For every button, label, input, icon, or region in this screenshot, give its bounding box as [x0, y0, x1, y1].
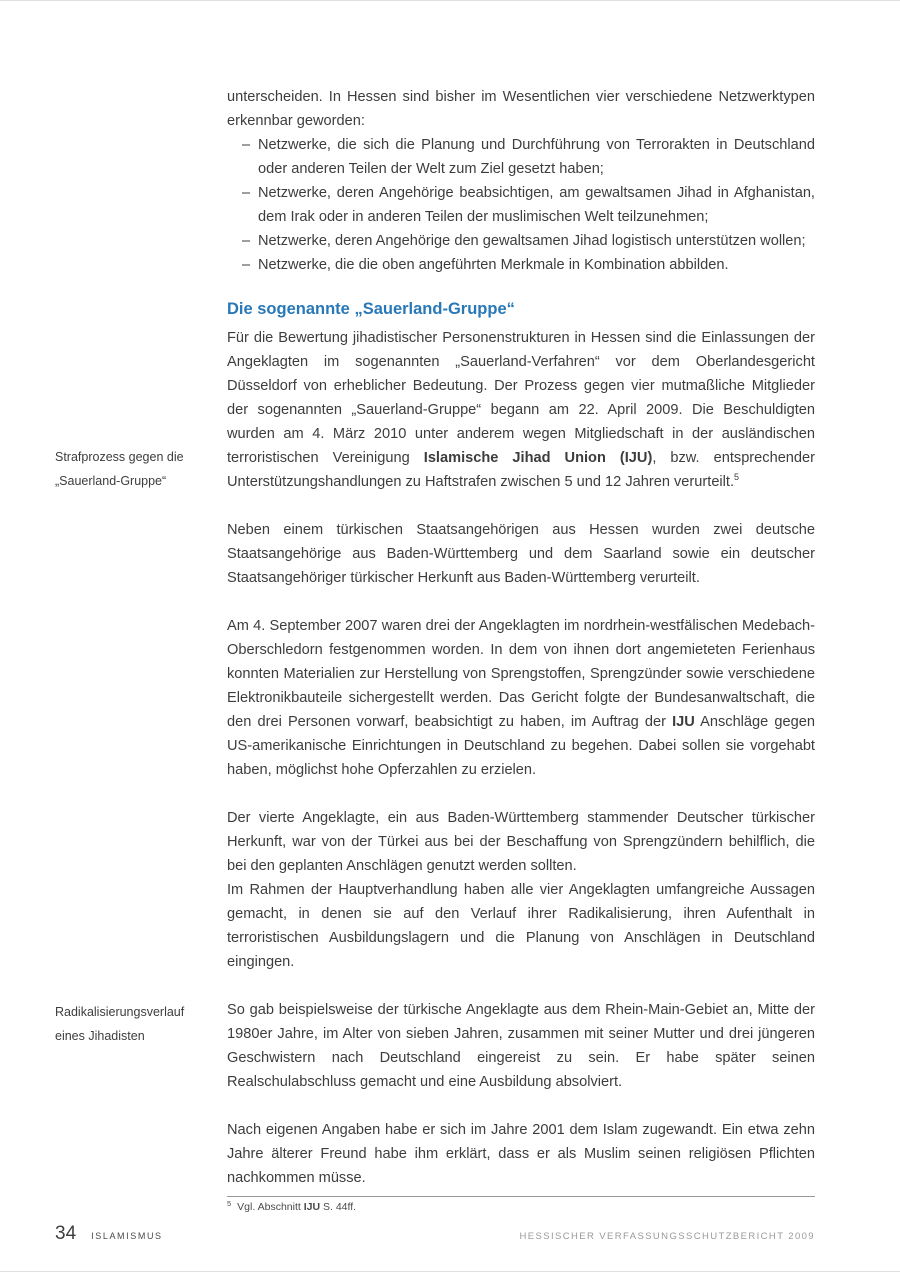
dash-marker: –	[242, 257, 251, 273]
chapter-label: ISLAMISMUS	[91, 1231, 163, 1241]
list-item	[227, 253, 815, 277]
main-text-column	[227, 85, 815, 1215]
paragraph-verurteilte: Neben einem türkischen Staatsangehörigen aus Hessen wurden zwei deutsche Staatsangehörige aus Baden-Württemberg und dem Saarland sowie ein deutscher Staatsangehöriger türkischer Herkunft aus Baden-Württemberg verurteilt.	[227, 522, 815, 586]
footer-left	[55, 1223, 163, 1245]
paragraph-islam-zuwendung: Nach eigenen Angaben habe er sich im Jahre 2001 dem Islam zugewandt. Ein etwa zehn Jahre älterer Freund habe ihm erklärt, dass er als Muslim seinen religiösen Pflichten nachkommen müsse.	[227, 1122, 815, 1186]
list-item	[227, 229, 815, 253]
report-title: HESSISCHER VERFASSUNGSSCHUTZBERICHT 2009	[519, 1231, 815, 1242]
paragraph-festnahme: Am 4. September 2007 waren drei der Angeklagten im nordrhein-westfälischen Medebach-Oberschledorn festgenommen worden. In dem von ihnen dort angemieteten Ferienhaus konnten Materialien zur Herstellung von Sprengstoffen, Sprengzünder sowie verschiedene Elektronikbauteile sichergestellt werden. Das Gericht folgte der Bundesanwaltschaft, die den drei Personen vorwarf, beabsichtigt zu haben, im Auftrag der IJU Anschläge gegen US-amerikanische Einrichtungen in Deutschland zu begehen. Dabei sollen sie vorgehabt haben, möglichst hohe Opferzahlen zu erzielen.	[227, 618, 815, 778]
dash-marker: –	[242, 233, 251, 249]
page-number: 34	[55, 1223, 77, 1244]
footnote: $^5$ Vgl. Abschnitt IJU S. 44ff.	[227, 1196, 815, 1215]
list-item	[227, 133, 815, 181]
list-item-text: Netzwerke, deren Angehörige beabsichtigen, am gewaltsamen Jihad in Afghanistan, dem Irak oder in anderen Teilen der muslimischen Welt teilzunehmen;	[258, 185, 815, 225]
list-item-text: Netzwerke, die die oben angeführten Merkmale in Kombination abbilden.	[258, 257, 729, 273]
paragraph-vierter-angeklagter: Der vierte Angeklagte, ein aus Baden-Württemberg stammender Deutscher türkischer Herkunft, war von der Türkei aus bei der Beschaffung von Sprengzündern behilflich, die bei den geplanten Anschlägen genutzt werden sollten.	[227, 810, 815, 874]
section-heading-sauerland-gruppe: Die sogenannte „Sauerland-Gruppe“	[227, 300, 515, 318]
network-types-list	[227, 133, 815, 277]
margin-note-strafprozess: Strafprozess gegen die „Sauerland-Gruppe“	[55, 450, 184, 488]
margin-note-radikalisierung: Radikalisierungsverlauf eines Jihadisten	[55, 1005, 185, 1043]
dash-marker: –	[242, 185, 251, 201]
paragraph-radikalisierungsverlauf: So gab beispielsweise der türkische Angeklagte aus dem Rhein-Main-Gebiet an, Mitte der 1980er Jahre, im Alter von sieben Jahren, zusammen mit seiner Mutter und drei jüngeren Geschwistern nach Deutschland eingereist zu sein. Er habe später seinen Realschulabschluss gemacht und eine Ausbildung absolviert.	[227, 1002, 815, 1090]
page-footer	[55, 1223, 815, 1245]
paragraph-sauerland-verfahren: Für die Bewertung jihadistischer Personenstrukturen in Hessen sind die Einlassungen der Angeklagten im sogenannten „Sauerland-Verfahren“ vor dem Oberlandesgericht Düsseldorf von erheblicher Bedeutung. Der Prozess gegen vier mutmaßliche Mitglieder der sogenannten „Sauerland-Gruppe“ begann am 22. April 2009. Die Beschuldigten wurden am 4. März 2010 unter anderem wegen Mitgliedschaft in der ausländischen terroristischen Vereinigung Islamische Jihad Union (IJU), bzw. entsprechender Unterstützungshandlungen zu Haftstrafen zwischen 5 und 12 Jahren verurteilt.$^5$	[227, 330, 816, 490]
list-item-text: Netzwerke, deren Angehörige den gewaltsamen Jihad logistisch unterstützen wollen;	[258, 233, 806, 249]
paragraph-hauptverhandlung: Im Rahmen der Hauptverhandlung haben alle vier Angeklagten umfangreiche Aussagen gemacht, in denen sie auf den Verlauf ihrer Radikalisierung, ihren Aufenthalt in terroristischen Ausbildungslagern und die Planung von Anschlägen in Deutschland eingingen.	[227, 882, 815, 970]
paragraph-intro: unterscheiden. In Hessen sind bisher im Wesentlichen vier verschiedene Netzwerktypen erkennbar geworden:	[227, 89, 815, 129]
list-item-text: Netzwerke, die sich die Planung und Durchführung von Terrorakten in Deutschland oder anderen Teilen der Welt zum Ziel gesetzt haben;	[258, 137, 815, 177]
list-item	[227, 181, 815, 229]
dash-marker: –	[242, 137, 251, 153]
